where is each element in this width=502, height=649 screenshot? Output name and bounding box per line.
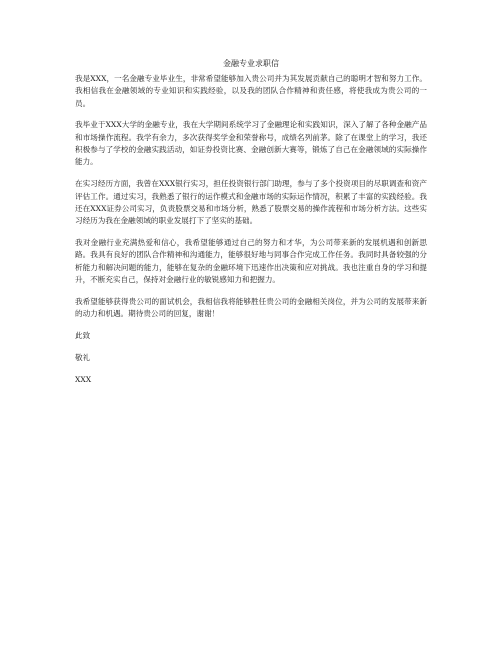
closing-line-1: 此致 xyxy=(75,331,91,341)
paragraph-internship: 在实习经历方面，我曾在XXX银行实习，担任投资银行部门助理，参与了多个投资项目的尽职调查和资产评估工作。通过实习，我熟悉了银行的运作模式和金融市场的实际运作情况，积累了丰富的实践经验。我还在XXX证券公司实习，负责股票交易和市场分析，熟悉了股票交易的操作流程和市场分析方法。这些实习经历为我在金融领域的职业发展打下了坚实的基础。 xyxy=(75,179,427,226)
letter-body xyxy=(75,73,427,396)
document-title: 金融专业求职信 xyxy=(223,59,279,68)
signature: XXX xyxy=(75,374,92,384)
paragraph-passion: 我对金融行业充满热爱和信心，我希望能够通过自己的努力和才华，为公司带来新的发展机遇和创新思路。我具有良好的团队合作精神和沟通能力，能够很好地与同事合作完成工作任务。我同时具备较强的分析能力和解决问题的能力，能够在复杂的金融环境下迅速作出决策和应对挑战。我也注重自身的学习和提升，不断充实自己，保持对金融行业的敏锐感知力和把握力。 xyxy=(75,238,427,284)
closing-line-2: 敬礼 xyxy=(75,352,91,362)
paragraph-education: 我毕业于XXX大学的金融专业，我在大学期间系统学习了金融理论和实践知识，深入了解了各种金融产品和市场操作流程。我学有余力，多次获得奖学金和荣誉称号，成绩名列前茅。除了在课堂上的学习，我还积极参与了学校的金融实践活动，如证券投资比赛、金融创新大赛等，锻炼了自己在金融领域的实际操作能力。 xyxy=(75,120,427,167)
paragraph-intro: 我是XXX，一名金融专业毕业生，非常希望能够加入贵公司并为其发展贡献自己的聪明才智和努力工作。我相信我在金融领域的专业知识和实践经验，以及我的团队合作精神和责任感，将使我成为贵公司的一员。 xyxy=(75,74,427,108)
paragraph-request: 我希望能够获得贵公司的面试机会，我相信我将能够胜任贵公司的金融相关岗位，并为公司的发展带来新的动力和机遇。期待贵公司的回复，谢谢！ xyxy=(75,296,427,319)
